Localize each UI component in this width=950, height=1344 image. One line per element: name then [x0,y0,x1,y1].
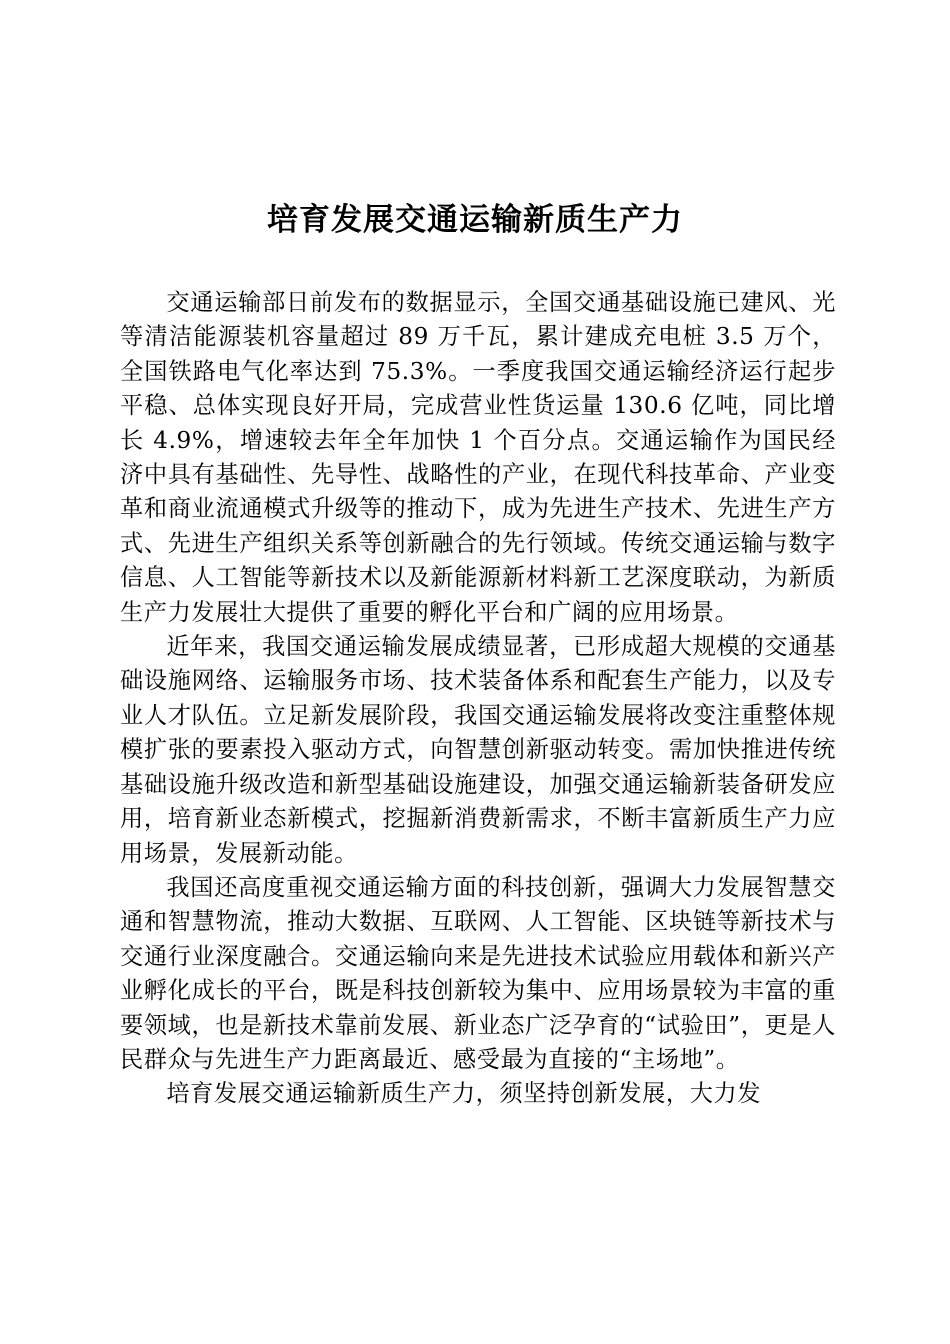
document-title: 培育发展交通运输新质生产力 [267,202,683,238]
paragraph: 我国还高度重视交通运输方面的科技创新，强调大力发展智慧交通和智慧物流，推动大数据、互联网、人工智能、区块链等新技术与交通行业深度融合。交通运输向来是先进技术试验应用载体和新兴产业孵化成长的平台，既是科技创新较为集中、应用场景较为丰富的重要领域，也是新技术靠前发展、新业态广泛孕育的“试验田”，更是人民群众与先进生产力距离最近、感受最为直接的“主场地”。 [120,873,836,1073]
document-body [120,286,836,1112]
paragraph: 培育发展交通运输新质生产力，须坚持创新发展，大力发 [166,1080,762,1108]
paragraph: 近年来，我国交通运输发展成绩显著，已形成超大规模的交通基础设施网络、运输服务市场、技术装备体系和配套生产能力，以及专业人才队伍。立足新发展阶段，我国交通运输发展将改变注重整体规模扩张的要素投入驱动方式，向智慧创新驱动转变。需加快推进传统基础设施升级改造和新型基础设施建设，加强交通运输新装备研发应用，培育新业态新模式，挖掘新消费新需求，不断丰富新质生产力应用场景，发展新动能。 [120,633,836,867]
paragraph: 交通运输部日前发布的数据显示，全国交通基础设施已建风、光等清洁能源装机容量超过 89 万千瓦，累计建成充电桩 3.5 万个，全国铁路电气化率达到 75.3%。一季度我国交通运输经济运行起步平稳、总体实现良好开局，完成营业性货运量 130.6 亿吨，同比增长 4.9%，增速较去年全年加快 1 个百分点。交通运输作为国民经济中具有基础性、先导性、战略性的产业，在现代科技革命、产业变革和商业流通模式升级等的推动下，成为先进生产技术、先进生产方式、先进生产组织关系等创新融合的先行领域。传统交通运输与数字信息、人工智能等新技术以及新能源新材料新工艺深度联动，为新质生产力发展壮大提供了重要的孵化平台和广阔的应用场景。 [120,289,836,626]
